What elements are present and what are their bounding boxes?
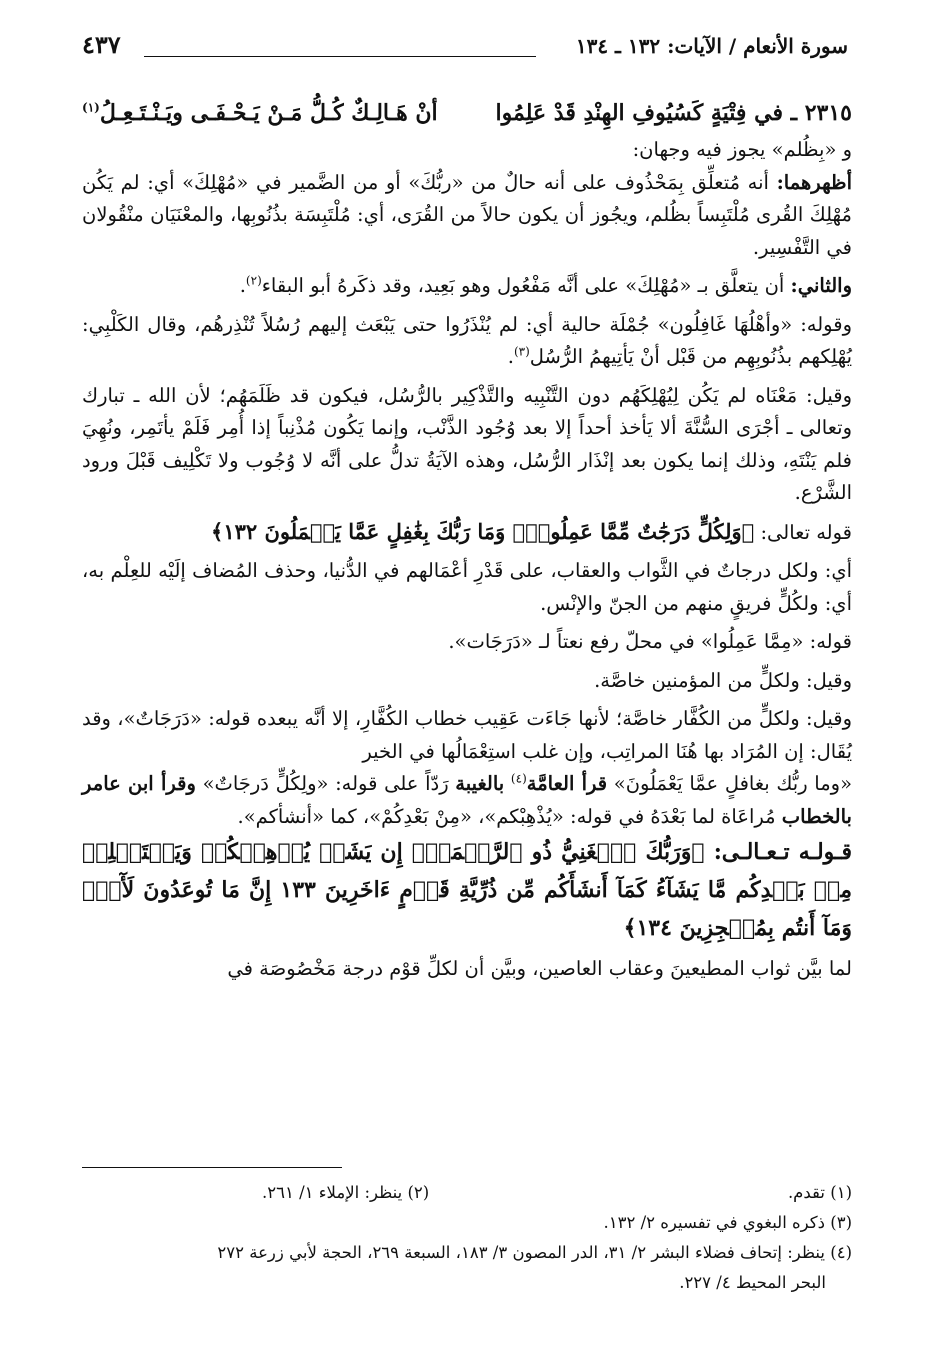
footnote-separator [82,1167,342,1168]
footnote-ref-2: (٢) [245,273,262,288]
paragraph: أي: ولكل درجاتٌ في الثَّواب والعقاب، على قَدْرِ أعْمَالهم في الدُّنيا، وحذف المُضاف إلَيْه للعِلْم به، أي: ولكُلٍّ فريقٍ منهم من الجنّ والإنْس. [82,559,852,615]
paragraph-text: أن يتعلَّق بـ «مُهْلِكَ» على أنَّه مَفْعُول وهو بَعِيد، وقد ذكَرهُ أبو البقاء [261,274,785,297]
main-text [82,94,852,986]
footnote-1: (١) تقدم. [787,1183,852,1202]
quran-text: ﴿وَرَبُّكَ ٱلۡغَنِيُّ ذُو ٱلرَّحۡمَةِۚ إِن يَشَأۡ يُذۡهِبۡكُمۡ وَيَسۡتَخۡلِفۡ مِنۢ بَعۡدِكُم مَّا يَشَآءُ كَمَآ أَنشَأَكُم مِّن ذُرِّيَّةِ قَوۡمٍ ءَاخَرِينَ ١٣٣ إِنَّ مَا تُوعَدُونَ لَأٓتٍۖ وَمَآ أَنتُم بِمُعۡجِزِينَ ١٣٤﴾ [82,839,852,941]
paragraph-lead: أظهرهما: [776,170,852,194]
header-rule [144,56,536,57]
paragraph-text: «وما ربُّك بغافلٍ عمَّا يَعْمَلُونَ» [613,772,853,795]
paragraph-lead: قوله تعالى: [760,520,852,544]
paragraph [82,270,852,303]
paragraph: وقيل: مَعْنَاه لم يَكُن لِيُهْلِكَهُم دون التَّنْبِيه والتَّذْكِير بالرُّسُل، فيكون قد ظَلَمَهُم؛ لأن الله ـ تبارك وتعالى ـ أجْرَى السُّنَّةَ ألا يَأخذ أحداً إلا بعد وُجُود الذَّنْب، وإنما يَكُون مُذْنِباً إذا أُمِر فَلَمْ يأتَمِر، ونُهِيَ فلم يَنْتَهِ، وذلك إنما يكون بعد إنْذَار الرُّسُل، وهذه الآيَةُ تدلُّ على أنَّه لا وُجُوب ولا تَكْلِيف قَبْلَ ورود الشَّرْع. [82,383,852,504]
paragraph [82,167,852,265]
paragraph: قوله: «مِمَّا عَمِلُوا» في محلّ رفع نعتاً لـ «دَرَجَات». [448,630,852,653]
paragraph: وقيل: ولكلٍّ من الكُفَّار خاصَّة؛ لأنها جَاءَت عَقِيب خطاب الكُفَّارِ، إلا أنَّه يبعده قوله: «دَرَجَاتٌ»، وقد يُقَال: إن المُرَاد بها هُنَا المراتِب، وإن غلب استِعْمَالُها في الخير [82,707,852,763]
reading-label: وقرأ ابن عامر بالخطاب [82,772,852,828]
page-number: ٤٣٧ [82,30,121,59]
paragraph [82,768,852,833]
paragraph: و «بِظُلم» يجوز فيه وجهان: [632,138,852,161]
footnote-2: (٢) ينظر: الإملاء ١/ ٢٦١. [262,1183,430,1202]
footnote-ref-1: (١) [82,100,100,115]
footnote-4-line1: (٤) ينظر: إتحاف فضلاء البشر ٢/ ٣١، الدر المصون ٣/ ١٨٣، السبعة ٢٦٩، الحجة لأبي زرعة ٢٧٢ [217,1243,852,1262]
quran-verse-paragraph [82,833,852,947]
paragraph-text: مُراعَاة لما بَعْدَهُ في قوله: «يُذْهِبْكم»، «مِنْ بَعْدِكُمْ»، كما «أنشأكم». [237,804,776,828]
reading-label: قرأ العامَّة [526,772,608,795]
paragraph-end: . [507,345,514,368]
verse-hemistich-first: ٢٣١٥ ـ في فِتْيَةٍ كَسُيُوفِ الهِنْدِ قَدْ عَلِمُوا [495,100,852,126]
page-header [82,28,848,68]
footnotes [82,1178,852,1298]
verse-hemistich-second [82,94,438,132]
paragraph: وقيل: ولكلٍّ من المؤمنين خاصَّة. [594,668,852,692]
footnote-4-line2: البحر المحيط ٤/ ٢٢٧. [679,1273,826,1292]
footnote-ref-4: (٤) [510,771,527,786]
footnote-row [82,1178,852,1208]
paragraph: لما بيَّن ثواب المطيعينَ وعقاب العاصين، وبيَّن أن لكلِّ قوْم درجة مَخْصُوصَة في [227,957,852,980]
quran-text: ﴿وَلِكُلٍّ دَرَجَٰتٌ مِّمَّا عَمِلُواْۚ وَمَا رَبُّكَ بِغَٰفِلٍ عَمَّا يَعۡمَلُونَ ١٣٢﴾ [211,518,755,544]
paragraph-lead: والثاني: [790,274,852,297]
footnote-ref-3: (٣) [513,344,530,359]
reading-label: بالغيبة [455,772,505,795]
paragraph-end: . [239,274,246,297]
paragraph-text: أنه مُتعلِّق بِمَحْذُوف على أنه حالٌ من «ربُّكَ» أو من الضَّمير في «مُهْلِكَ» أي: لم يَكُن مُهْلِكَ القُرى مُلْتَبِساً بظُلم، ويجُوز أن يكون حالاً من القُرَى، أي: مُلْتَبِسَة بذُنُوبِها، والمعْنَيَان منْقُولان في التَّفْسِير. [82,170,852,259]
paragraph-text: رَدّاً على قوله: «ولِكُلٍّ دَرجَاتٌ» [202,772,449,795]
paragraph-lead: قـولـه تـعـالـى: [713,839,852,865]
paragraph-text: وقوله: «وأهْلُهَا غَافِلُون» جُمْلَة حالية أي: لم يُنْذَرُوا حتى يَبْعَث إليهم رُسُلاً تُنْذِرهُم، وقال الكَلْبِي: يُهْلِكهم بذُنُوبِهِم من قَبْل أنْ يَأتِيهمُ الرُّسُل [82,312,852,368]
paragraph [82,309,852,374]
footnote-3: (٣) ذكره البغوي في تفسيره ٢/ ١٣٢. [603,1213,852,1232]
footnote-4 [82,1238,852,1298]
verse-hemistich-second-text: أنْ هَـالِـكٌ كُـلُّ مَـنْ يَـحْـفَـى ويَـنْـتَـعِـلُ [99,100,438,126]
running-title: سورة الأنعام / الآيات: ١٣٢ ـ ١٣٤ [575,34,848,58]
quran-verse-paragraph [82,516,852,550]
poetry-verse-2315 [82,94,852,132]
